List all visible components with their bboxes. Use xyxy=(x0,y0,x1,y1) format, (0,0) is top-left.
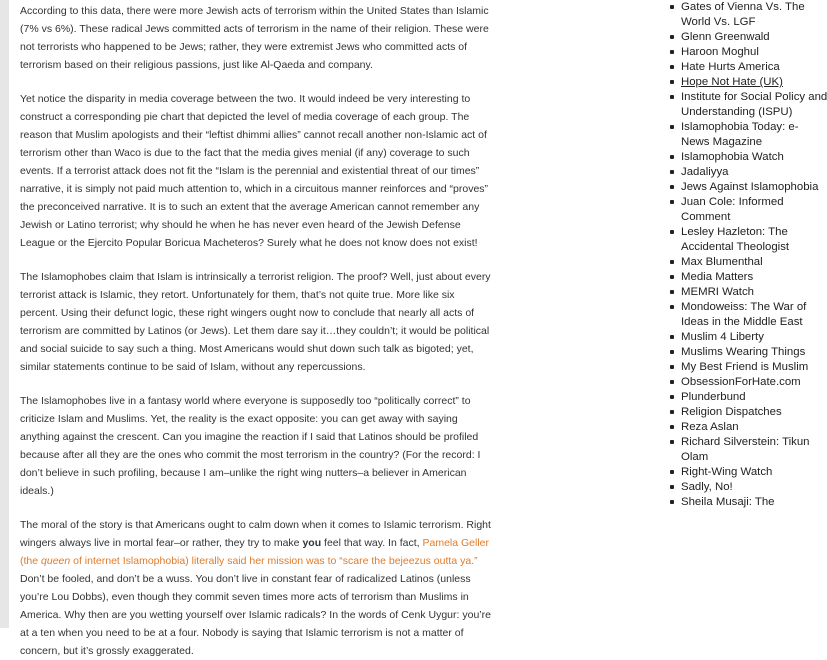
blogroll-item xyxy=(670,480,800,495)
blogroll-item xyxy=(670,90,827,120)
blogroll-link[interactable] xyxy=(681,406,782,418)
blogroll-link-line: Hate Hurts America xyxy=(681,61,780,73)
bullet-icon xyxy=(670,200,674,204)
blogroll-link-line: Lesley Hazleton: The xyxy=(681,226,788,238)
bullet-icon xyxy=(670,500,674,504)
blogroll-item xyxy=(670,270,800,285)
bullet-icon xyxy=(670,365,674,369)
p5-text-b: feel that way. In fact, xyxy=(321,537,423,549)
bullet-icon xyxy=(670,155,674,159)
bullet-icon xyxy=(670,170,674,174)
blogroll-link-line: Institute for Social Policy and xyxy=(681,91,827,103)
blogroll-link-line: Right-Wing Watch xyxy=(681,466,773,478)
blogroll-link-line: Muslim 4 Liberty xyxy=(681,331,764,343)
blogroll-link-line: Plunderbund xyxy=(681,391,746,403)
blogroll-link[interactable] xyxy=(681,91,827,118)
blogroll-link-line: Olam xyxy=(681,451,709,463)
blogroll-item xyxy=(670,435,810,465)
blogroll-item xyxy=(670,30,800,45)
article-paragraph-1: According to this data, there were more Jewish acts of terrorism within the United States than Islamic (7% vs 6%). These radical Jews committed acts of terrorism in the name of their religion. These were not terrorists who happened to be Jews; rather, they were extremist Jews who committed acts of terrorism based on their religious passions, just like Al-Qaeda and company. xyxy=(20,5,489,71)
bullet-icon xyxy=(670,95,674,99)
bullet-icon xyxy=(670,125,674,129)
blogroll-item xyxy=(670,375,800,390)
blogroll-item xyxy=(670,180,819,195)
article-paragraph-3: The Islamophobes claim that Islam is intrinsically a terrorist religion. The proof? Well, just about every terrorist attack is Islamic, they retort. Unfortunately for them, that’s not quite true. More like six percent. Using their defunct logic, these right wingers ought now to conclude that nearly all acts of terrorism are committed by Latinos (or Jews). Let them dare say it…they couldn’t; it would be political and social suicide to say such a thing. Most Americans would shut down such talk as bigoted; yet, similar statements continue to be said of Islam, without any repercussions. xyxy=(20,271,491,373)
blogroll-item xyxy=(670,150,800,165)
blogroll-item xyxy=(670,60,800,75)
blogroll-link[interactable] xyxy=(681,1,805,28)
blogroll-link[interactable] xyxy=(681,166,729,178)
p5-emphasis-you: you xyxy=(302,537,322,549)
bullet-icon xyxy=(670,380,674,384)
blogroll-link[interactable] xyxy=(681,76,783,88)
blogroll-item xyxy=(670,195,800,225)
blogroll-link[interactable] xyxy=(681,376,801,388)
blogroll-item xyxy=(670,0,805,30)
bullet-icon xyxy=(670,260,674,264)
link-text-a: Pamela Geller (the xyxy=(20,537,490,567)
blogroll-link[interactable] xyxy=(681,226,789,253)
blogroll-link[interactable] xyxy=(681,196,784,223)
blogroll-item xyxy=(670,405,800,420)
blogroll-link-line: My Best Friend is Muslim xyxy=(681,361,809,373)
article-paragraph-2: Yet notice the disparity in media coverage between the two. It would indeed be very interesting to construct a corresponding pie chart that depicted the level of media coverage of each group. The reason that Muslim apologists and their “leftist dhimmi allies” cannot recall another non-Islamic act of terrorism other than Waco is due to the fact that the media gives menial (if any) coverage to such events. If a terrorist attack does not fit the “Islam is the perennial and existential threat of our times” narrative, it is simply not paid much attention to, which in a circuitous manner reinforces and “proves” the preconceived narrative. It is to such an extent that the average American cannot remember any Jewish or Latino terrorist; why should he when he has never even heard of the Jewish Defense League or the Ejercito Popular Boricua Macheteros? Surely what he does not know does not exist! xyxy=(20,93,489,249)
blogroll-link[interactable] xyxy=(681,346,805,358)
blogroll-link-line: Sadly, No! xyxy=(681,481,733,493)
bullet-icon xyxy=(670,440,674,444)
blogroll-link[interactable] xyxy=(681,286,754,298)
bullet-icon xyxy=(670,305,674,309)
blogroll-link[interactable] xyxy=(681,181,818,193)
blogroll-link[interactable] xyxy=(681,421,739,433)
blogroll-link-line: Max Blumenthal xyxy=(681,256,763,268)
bullet-icon xyxy=(670,410,674,414)
bullet-icon xyxy=(670,80,674,84)
blogroll-link[interactable] xyxy=(681,301,806,328)
blogroll-link[interactable] xyxy=(681,481,733,493)
blogroll-link-line: Sheila Musaji: The xyxy=(681,496,775,508)
blogroll-link[interactable] xyxy=(681,496,775,508)
page-gutter xyxy=(500,0,670,628)
blogroll-item xyxy=(670,345,806,360)
link-text-b: of internet Islamophobia) literally said her mission was to “scare the bejeezus outta ya.” xyxy=(70,555,478,567)
blogroll-item xyxy=(670,120,800,150)
bullet-icon xyxy=(670,395,674,399)
blogroll-link[interactable] xyxy=(681,466,772,478)
blogroll-link-line: Islamophobia Watch xyxy=(681,151,784,163)
blogroll-link[interactable] xyxy=(681,46,759,58)
blogroll-item xyxy=(670,465,800,480)
blogroll-item xyxy=(670,75,800,90)
bullet-icon xyxy=(670,470,674,474)
blogroll-link-line: Jadaliyya xyxy=(681,166,729,178)
blogroll-link-line: Religion Dispatches xyxy=(681,406,782,418)
blogroll-link-line: Mondoweiss: The War of xyxy=(681,301,807,313)
sidebar-blogroll xyxy=(670,0,827,628)
article-content xyxy=(9,0,500,657)
blogroll-link-line: Muslims Wearing Things xyxy=(681,346,806,358)
blogroll-item xyxy=(670,45,800,60)
blogroll-link-line: Hope Not Hate (UK) xyxy=(681,76,783,88)
bullet-icon xyxy=(670,485,674,489)
blogroll-item xyxy=(670,360,809,375)
blogroll-link-line: News Magazine xyxy=(681,136,763,148)
blogroll-link[interactable] xyxy=(681,61,780,73)
blogroll-link-line: Gates of Vienna Vs. The xyxy=(681,1,805,13)
blogroll-link[interactable] xyxy=(681,121,799,148)
article-paragraph-5 xyxy=(20,516,492,660)
bullet-icon xyxy=(670,275,674,279)
blogroll-link-line: Juan Cole: Informed xyxy=(681,196,784,208)
blogroll-link-line: Reza Aslan xyxy=(681,421,739,433)
blogroll-item xyxy=(670,420,800,435)
bullet-icon xyxy=(670,290,674,294)
p5-text-c: Don’t be fooled, and don’t be a wuss. You don’t live in constant fear of radicalized Latinos (unless you’re Lou Dobbs), even though they commit seven times more acts of terrorism than Muslims in America. Why then are you wetting yourself over Islamic radicals? In the words of Cenk Uygur: you’re at a ten when you need to be at a four. Nobody is saying that Islamic terrorism is not a matter of concern, but it’s grossly exaggerated. xyxy=(20,573,491,657)
blogroll-link[interactable] xyxy=(681,151,784,163)
blogroll-link-line: Understanding (ISPU) xyxy=(681,106,793,118)
bullet-icon xyxy=(670,5,674,9)
blogroll-item xyxy=(670,390,800,405)
blogroll-link[interactable] xyxy=(681,391,746,403)
bullet-icon xyxy=(670,335,674,339)
blogroll-item xyxy=(670,330,800,345)
blogroll-list xyxy=(670,0,827,510)
blogroll-link-line: World Vs. LGF xyxy=(681,16,756,28)
blogroll-item xyxy=(670,285,800,300)
blogroll-link[interactable] xyxy=(681,436,810,463)
bullet-icon xyxy=(670,35,674,39)
p5-text-a: The moral of the story is that Americans ought to calm down when it comes to Islamic terrorism. Right wingers always live in mortal fear–or rather, they try to make xyxy=(20,519,491,549)
blogroll-link-line: Comment xyxy=(681,211,731,223)
blogroll-link-line: Media Matters xyxy=(681,271,754,283)
article-paragraph-4: The Islamophobes live in a fantasy world where everyone is supposedly too “politically correct” to criticize Islam and Muslims. Yet, the reality is the exact opposite: you can get away with saying anything against the crescent. Can you imagine the reaction if I said that Latinos should be profiled because after all they are the ones who commit the most terrorism in the country? (For the record: I don’t believe in such profiling, because I am–unlike the right wing nutters–a believer in American ideals.) xyxy=(20,395,481,497)
bullet-icon xyxy=(670,350,674,354)
blogroll-link-line: ObsessionForHate.com xyxy=(681,376,801,388)
blogroll-item xyxy=(670,165,800,180)
blogroll-link-line: Haroon Moghul xyxy=(681,46,759,58)
blogroll-link-line: Islamophobia Today: e- xyxy=(681,121,799,133)
blogroll-link[interactable] xyxy=(681,331,764,343)
blogroll-link-line: Glenn Greenwald xyxy=(681,31,770,43)
blogroll-item xyxy=(670,255,800,270)
link-text-em: queen xyxy=(41,555,71,567)
blogroll-link[interactable] xyxy=(681,361,808,373)
bullet-icon xyxy=(670,185,674,189)
bullet-icon xyxy=(670,425,674,429)
bullet-icon xyxy=(670,230,674,234)
blogroll-link[interactable] xyxy=(681,271,753,283)
blogroll-link-line: Ideas in the Middle East xyxy=(681,316,803,328)
blogroll-link-line: MEMRI Watch xyxy=(681,286,754,298)
blogroll-item xyxy=(670,300,807,330)
bullet-icon xyxy=(670,50,674,54)
blogroll-link[interactable] xyxy=(681,256,763,268)
blogroll-link[interactable] xyxy=(681,31,770,43)
left-rail xyxy=(0,0,9,628)
blogroll-link-line: Jews Against Islamophobia xyxy=(681,181,819,193)
bullet-icon xyxy=(670,65,674,69)
blogroll-item xyxy=(670,495,800,510)
blogroll-link-line: Richard Silverstein: Tikun xyxy=(681,436,810,448)
blogroll-item xyxy=(670,225,800,255)
blogroll-link-line: Accidental Theologist xyxy=(681,241,790,253)
